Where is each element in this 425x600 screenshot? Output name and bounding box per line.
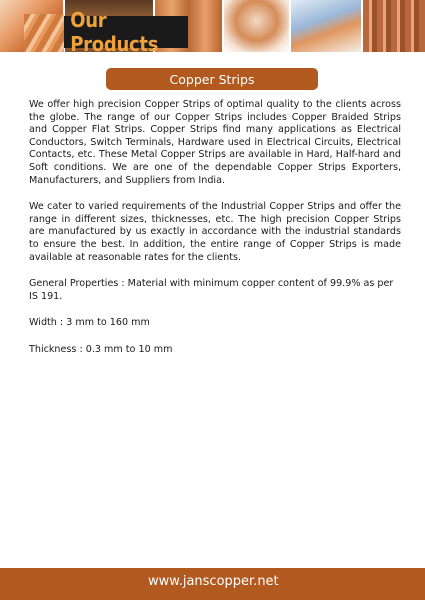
copper-ribbon-graphic	[24, 14, 64, 52]
product-photo-copper-coil	[224, 0, 289, 52]
thickness-spec: Thickness : 0.3 mm to 10 mm	[29, 343, 173, 355]
section-heading: Copper Strips	[169, 71, 255, 87]
general-properties-paragraph: General Properties : Material with minimum copper content of 99.9% as per IS 191.	[29, 278, 394, 302]
section-heading-pill	[106, 68, 318, 90]
requirements-paragraph: We cater to varied requirements of the Industrial Copper Strips and offer the range in different sizes, thicknesses, etc. The high precision Copper Strips are manufactured by us exactly in accordance with the industrial standards to ensure the best. In addition, the entire range of Copper Strips is made available at reasonable rates for the clients.	[29, 201, 401, 263]
product-photo-copper-rods	[363, 0, 425, 52]
body-content	[29, 99, 401, 371]
intro-paragraph: We offer high precision Copper Strips of optimal quality to the clients across the globe. The range of our Copper Strips includes Copper Braided Strips and Copper Flat Strips. Copper Strips find many applications as Electrical Conductors, Switch Terminals, Hardware used in Electrical Circuits, Electrical Contacts, etc. These Metal Copper Strips are available in Hard, Half-hard and Soft conditions. We are one of the dependable Copper Strips Exporters, Manufacturers, and Suppliers from India.	[29, 99, 401, 186]
width-spec: Width : 3 mm to 160 mm	[29, 317, 150, 329]
page-title: Our Products	[70, 8, 159, 56]
footer-bar	[0, 568, 425, 600]
website-link[interactable]: www.janscopper.net	[148, 574, 279, 589]
page-title-banner	[64, 8, 188, 56]
product-photo-copper-connector	[291, 0, 360, 52]
